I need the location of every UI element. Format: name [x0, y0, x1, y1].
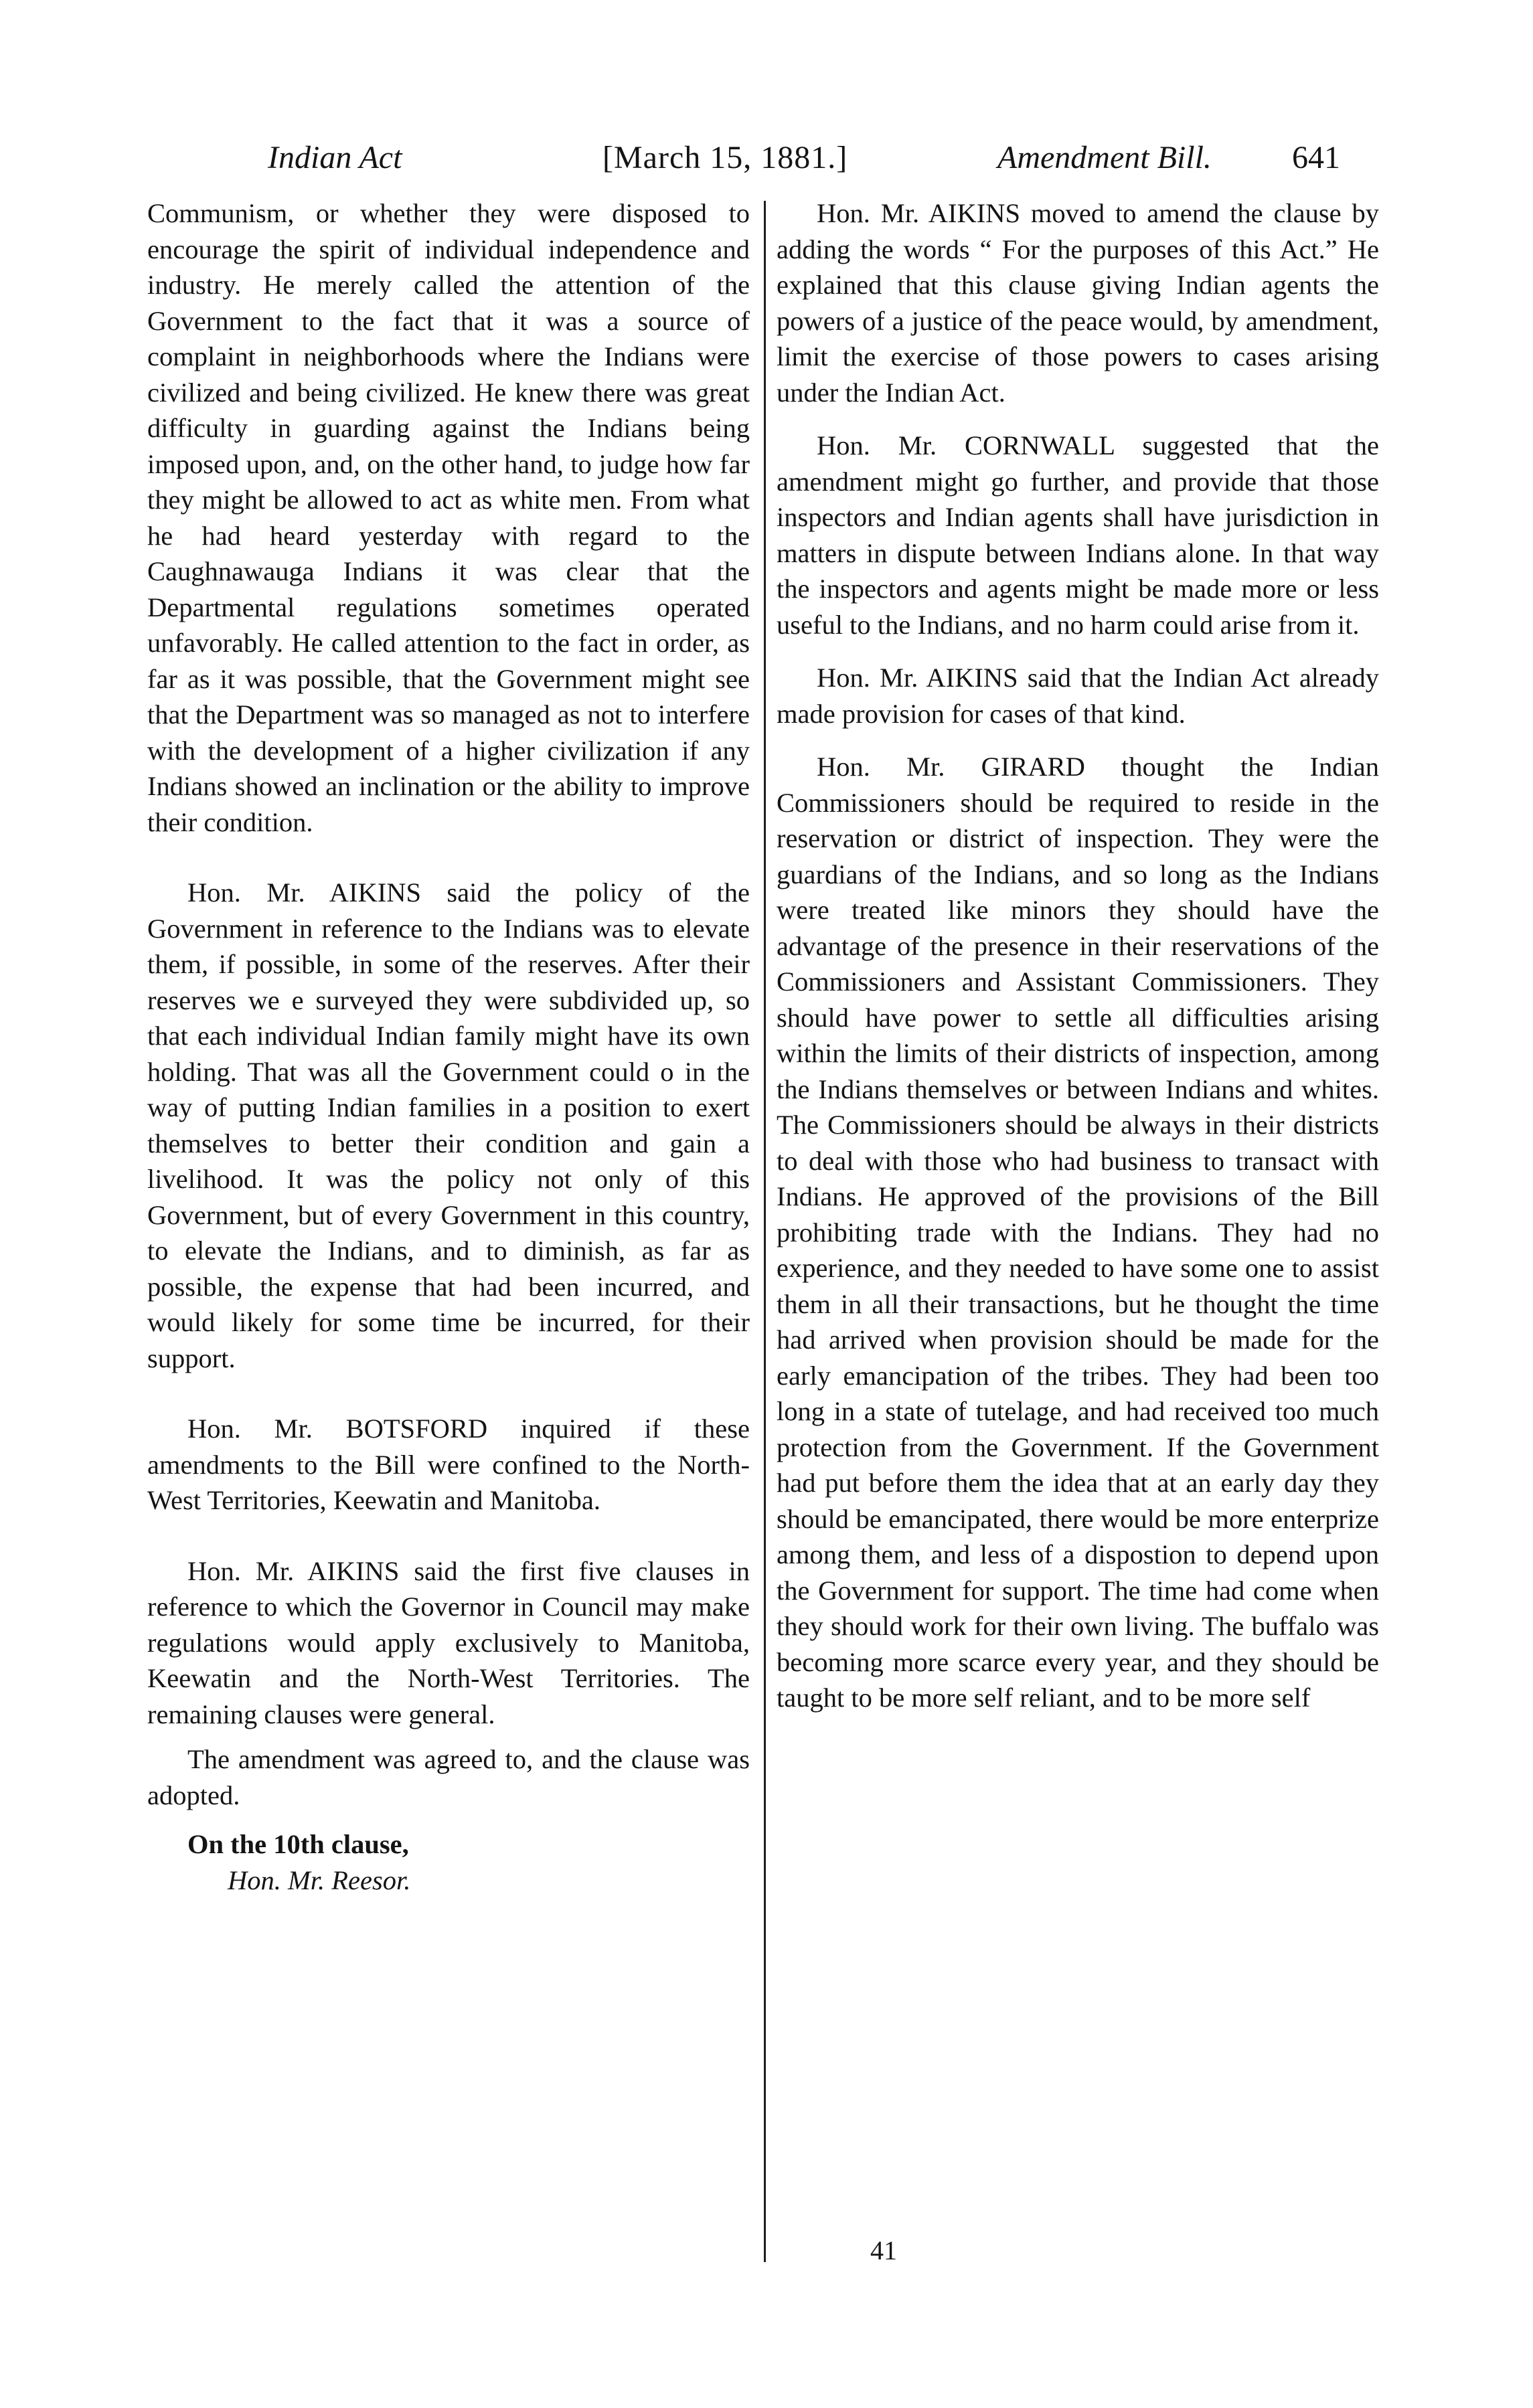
right-paragraph-4: Hon. Mr. GIRARD thought the Indian Commissioners should be required to reside in the reservation or district of inspection. They were the guardians of the Indians, and so long as the Indians were treated like minors they should have the advantage of the presence in their reservations of the Commissioners and Assistant Commissioners. They should have power to settle all difficulties arising within the limits of their districts of inspection, among the Indians themselves or between Indians and whites. The Commissioners should be always in their districts to deal with those who had business to transact with Indians. He approved of the provisions of the Bill prohibiting trade with the Indians. They had no experience, and they needed to have some one to assist them in all their transactions, but he thought the time had arrived when provision should be made for the early emancipation of the tribes. They had been too long in a state of tutelage, and had received too much protection from the Government. If the Government had put before them the idea that at an early day they should be emancipated, there would be more enterprize among them, and less of a dispostion to depend upon the Government for support. The time had come when they should work for their own living. The buffalo was becoming more scarce every year, and they should be taught to be more self reliant, and to be more self — [777, 752, 1379, 1713]
right-paragraph-1: Hon. Mr. AIKINS moved to amend the clause by adding the words “ For the purposes of this Act.” He explained that this clause giving Indian agents the powers of a justice of the peace would, by amendment, limit the exercise of those powers to cases arising under the Indian Act. — [777, 198, 1379, 408]
running-header — [268, 131, 1379, 185]
left-paragraph-2: Hon. Mr. AIKINS said the policy of the Government in reference to the Indians was to elevate them, if possible, in some of the reserves. After their reserves we e surveyed they were subdivided up, so that each individual Indian family might have its own holding. That was all the Government could o in the way of putting Indian families in a position to exert themselves to better their condition and gain a livelihood. It was the policy not only of this Government, but of every Government in this country, to elevate the Indians, and to diminish, as far as possible, the expense that had been incurred, and would likely for some time be incurred, for their support. — [147, 877, 750, 1373]
left-paragraph-1: Communism, or whether they were disposed to encourage the spirit of individual independence and industry. He merely called the attention of the Government to the fact that it was a source of complaint in neighborhoods where the Indians were civilized and being civilized. He knew there was great difficulty in guarding against the Indians being imposed upon, and, on the other hand, to judge how far they might be allowed to act as white men. From what he had heard yesterday with regard to the Caughnawauga Indians it was clear that the Departmental regulations sometimes operated unfavorably. He called attention to the fact in order, as far as it was possible, that the Government might see that the Department was so managed as not to interfere with the development of a higher civilization if any Indians showed an inclination or the ability to improve their condition. — [147, 198, 750, 837]
clause-heading: On the 10th clause, — [187, 1829, 409, 1859]
right-column — [777, 195, 1379, 1716]
header-date: [March 15, 1881.] — [602, 140, 848, 175]
left-paragraph-5: The amendment was agreed to, and the clause was adopted. — [147, 1744, 750, 1810]
page-number: 641 — [1292, 140, 1340, 175]
left-paragraph-3: Hon. Mr. BOTSFORD inquired if these amendments to the Bill were confined to the North-West Territories, Keewatin and Manitoba. — [147, 1413, 750, 1515]
column-divider — [764, 201, 766, 2262]
left-paragraph-4: Hon. Mr. AIKINS said the first five clauses in reference to which the Governor in Council may make regulations would apply exclusively to Manitoba, Keewatin and the North-West Territories. The remaining clauses were general. — [147, 1555, 750, 1729]
speaker-name: Hon. Mr. Reesor. — [228, 1865, 411, 1895]
right-paragraph-2: Hon. Mr. CORNWALL suggested that the amendment might go further, and provide that those inspectors and Indian agents shall have jurisdiction in matters in dispute between Indians alone. In that way the inspectors and agents might be made more or less useful to the Indians, and no harm could arise from it. — [777, 430, 1379, 640]
right-paragraph-3: Hon. Mr. AIKINS said that the Indian Act already made provision for cases of that kind. — [777, 663, 1379, 729]
header-title-right: Amendment Bill. — [997, 140, 1212, 175]
signature-number: 41 — [870, 2235, 897, 2265]
left-column — [147, 195, 750, 1898]
header-title-left: Indian Act — [268, 140, 402, 175]
